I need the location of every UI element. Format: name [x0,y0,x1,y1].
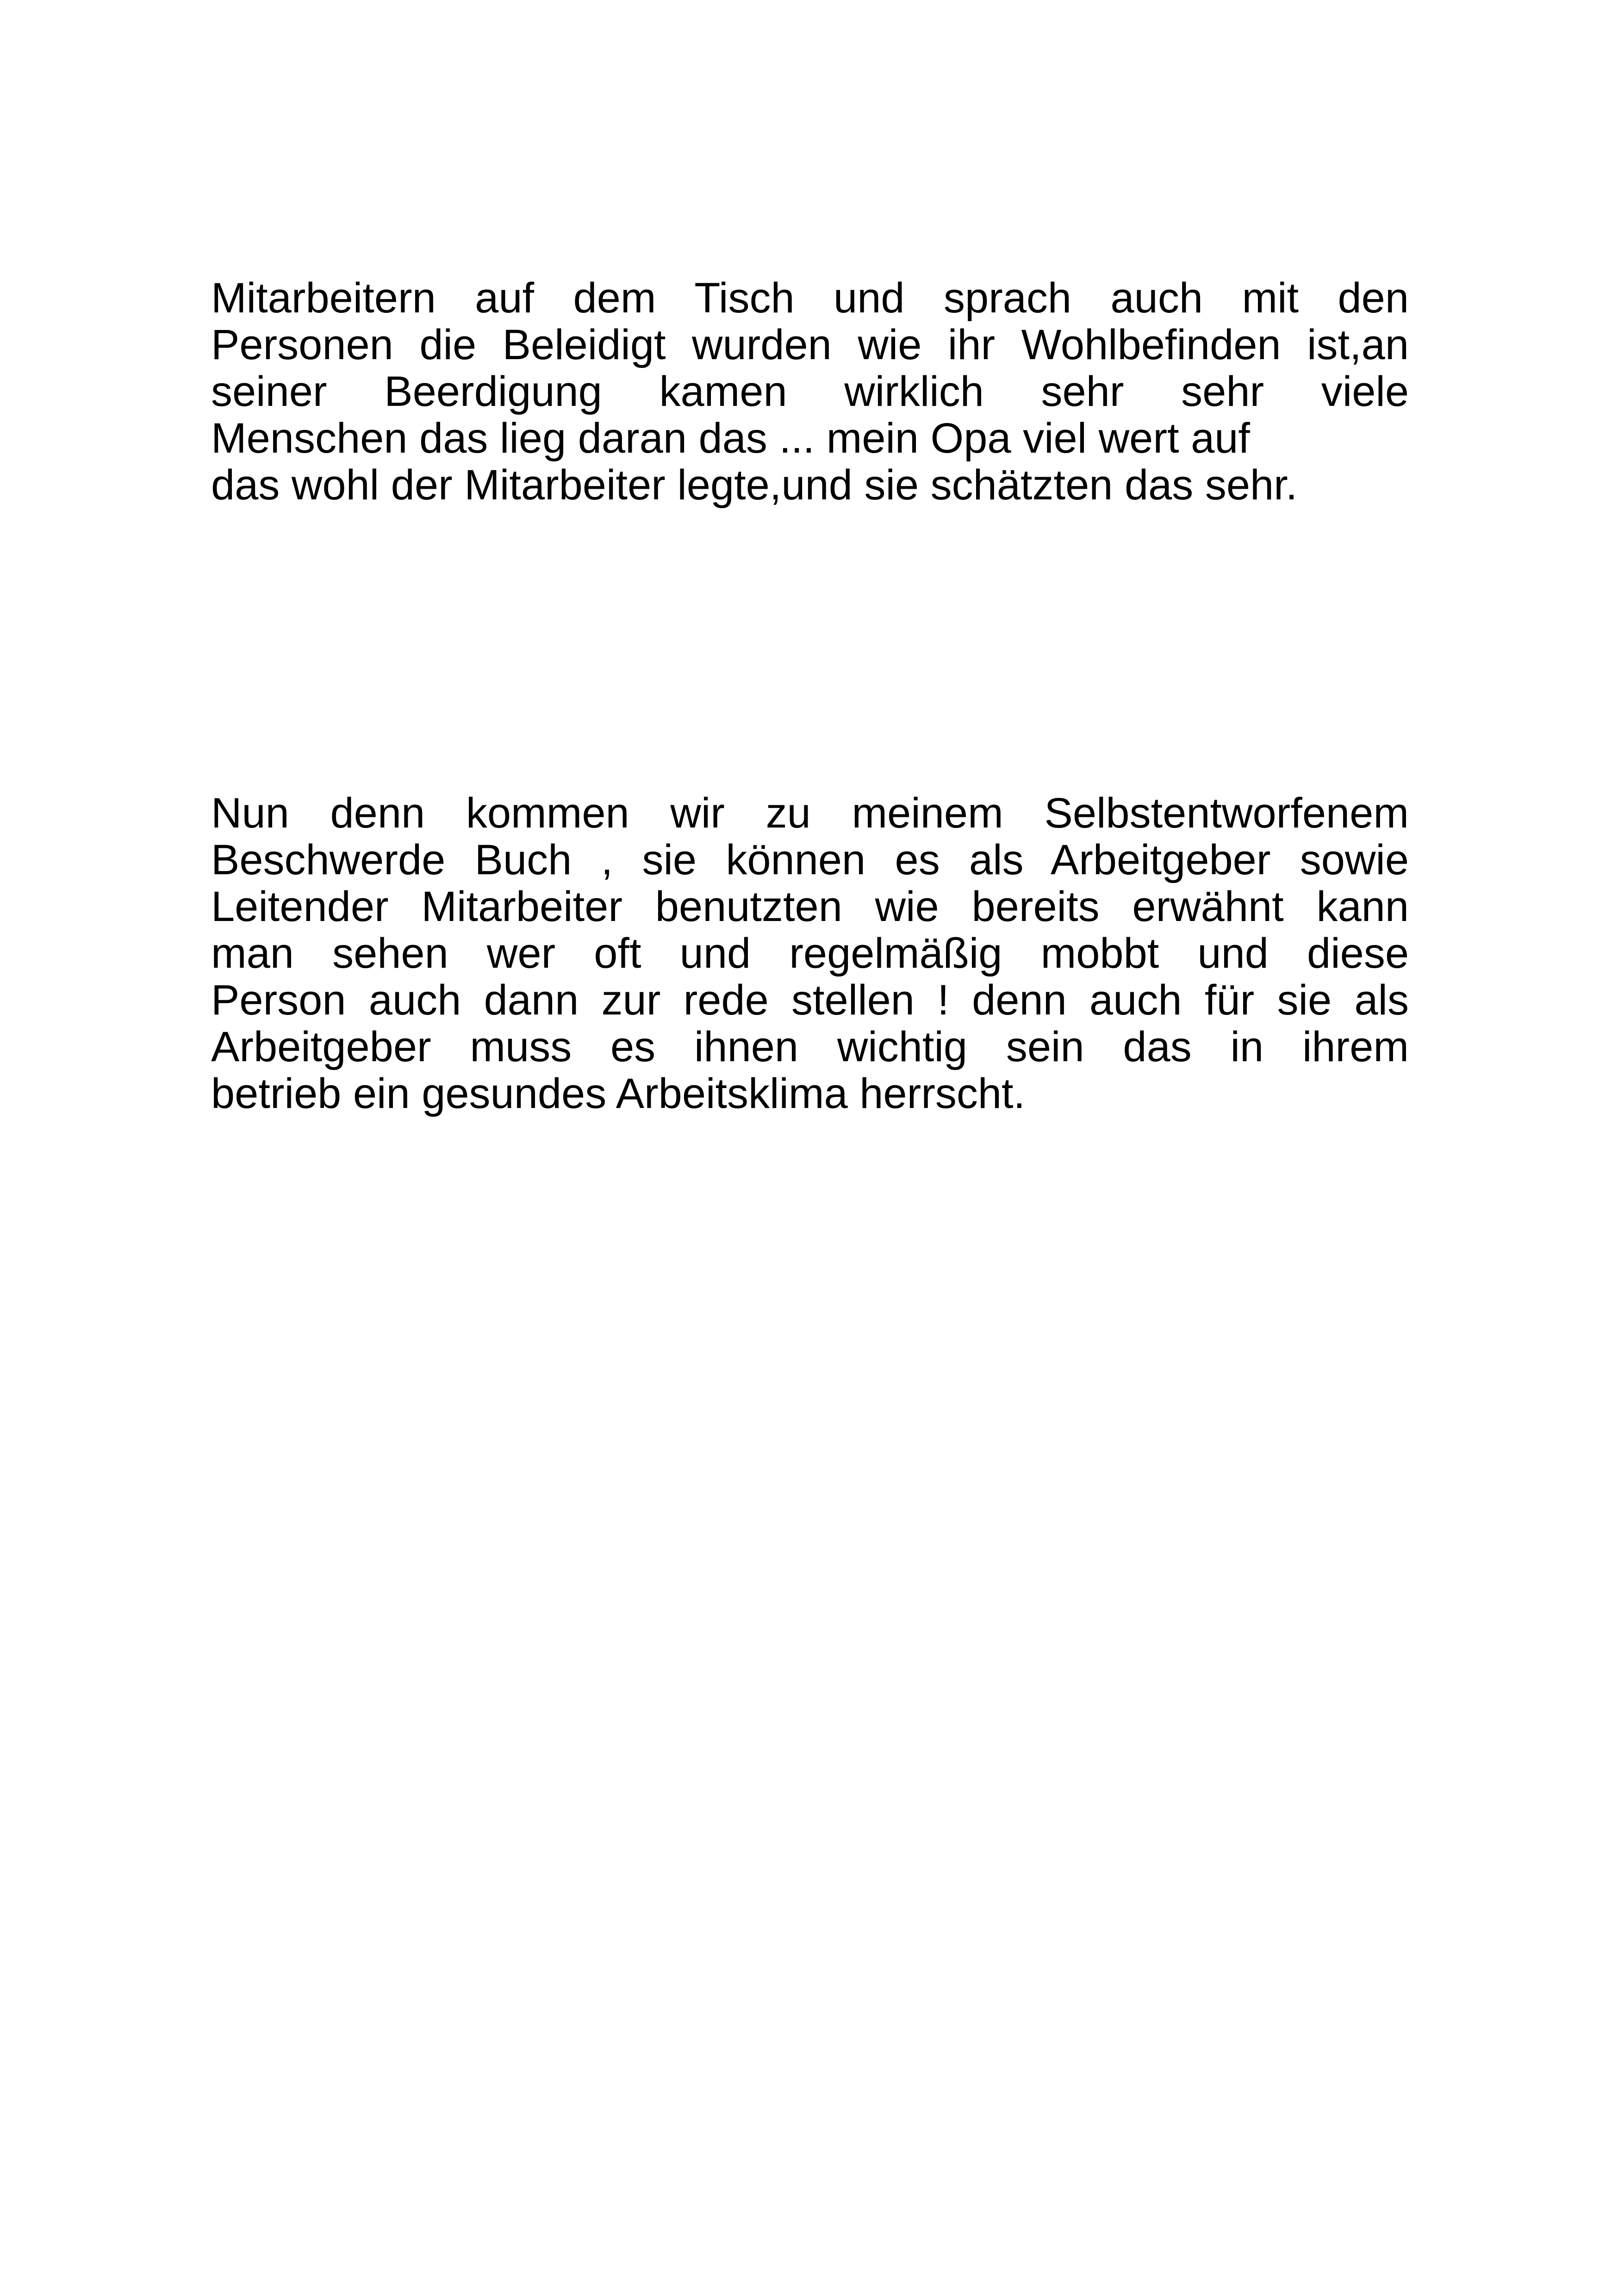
paragraph-1 [211,275,1409,509]
text-line: Arbeitgeber muss es ihnen wichtig sein das in ihrem [211,1023,1409,1070]
text-line: Mitarbeitern auf dem Tisch und sprach auch mit den [211,274,1409,322]
text-line: Beschwerde Buch , sie können es als Arbeitgeber sowie [211,836,1409,884]
text-line: das wohl der Mitarbeiter legte,und sie schätzten das sehr. [211,461,1298,509]
text-line: Personen die Beleidigt wurden wie ihr Wohlbefinden ist,an [211,321,1409,368]
text-line: man sehen wer oft und regelmäßig mobbt und diese [211,930,1409,977]
text-line: Nun denn kommen wir zu meinem Selbstentworfenem [211,790,1409,837]
text-line: Menschen das lieg daran das ... mein Opa viel wert auf [211,415,1250,462]
text-line: betrieb ein gesundes Arbeitsklima herrscht. [211,1070,1026,1117]
text-line: Leitender Mitarbeiter benutzten wie bereits erwähnt kann [211,883,1409,930]
text-line: seiner Beerdigung kamen wirklich sehr sehr viele [211,368,1409,415]
text-line: Person auch dann zur rede stellen ! denn auch für sie als [211,977,1409,1024]
paragraph-2 [211,790,1409,1117]
